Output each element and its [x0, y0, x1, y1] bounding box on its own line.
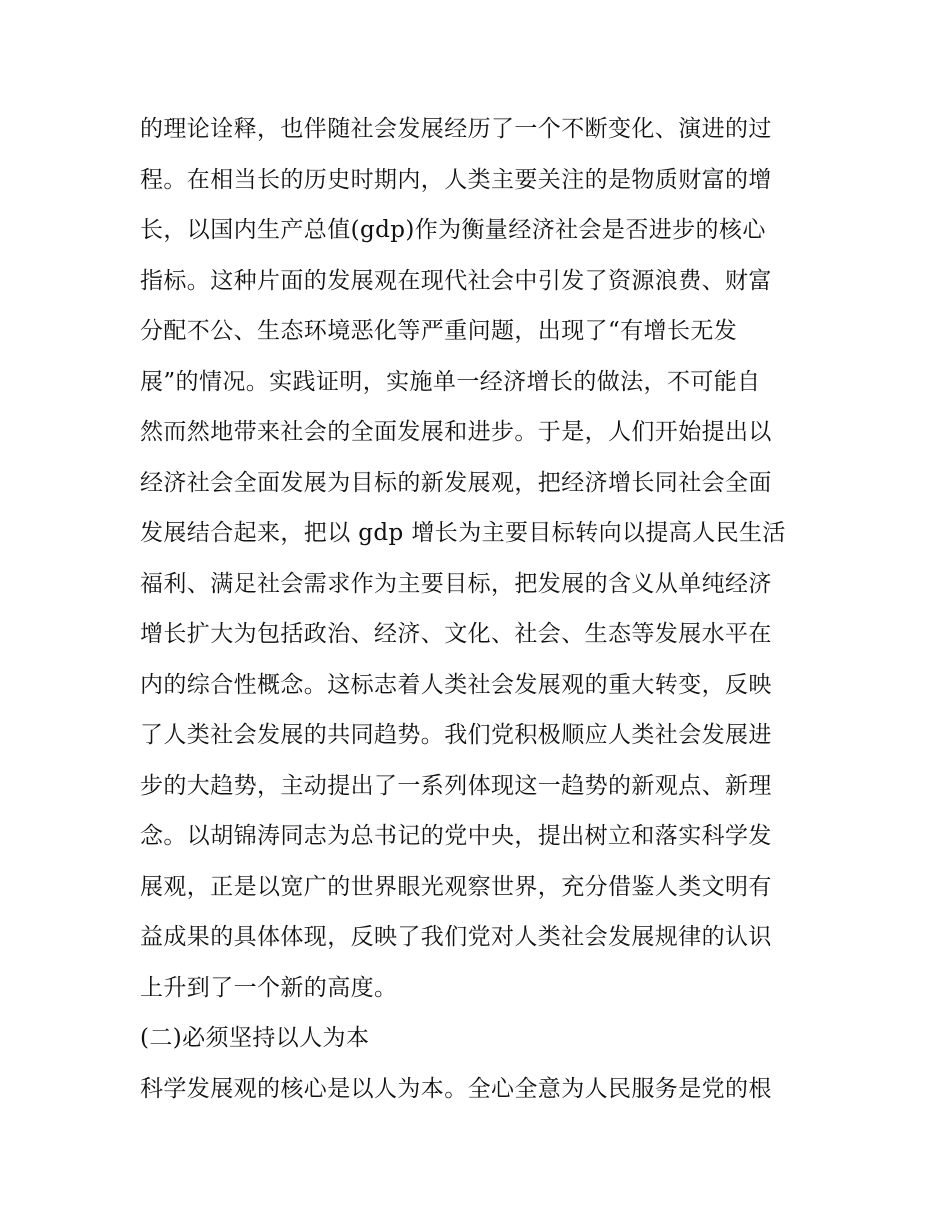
body-text	[140, 104, 820, 1114]
text-line: 上升到了一个新的高度。	[140, 974, 398, 1001]
text-line: 的理论诠释，也伴随社会发展经历了一个不断变化、演进的过	[140, 116, 772, 142]
text-line: 步的大趋势，主动提出了一系列体现这一趋势的新观点、新理	[140, 772, 772, 799]
text-line: 分配不公、生态环境恶化等严重问题，出现了“有增长无发	[140, 318, 738, 344]
text-line: 然而然地带来社会的全面发展和进步。于是，人们开始提出以	[140, 419, 772, 445]
text-line: 念。以胡锦涛同志为总书记的党中央，提出树立和落实科学发	[140, 823, 772, 849]
section-heading: (二)必须坚持以人为本	[140, 1025, 370, 1051]
text-line: 经济社会全面发展为目标的新发展观，把经济增长同社会全面	[140, 469, 772, 496]
text-line: 了人类社会发展的共同趋势。我们党积极顺应人类社会发展进	[140, 722, 772, 748]
text-line: 程。在相当长的历史时期内，人类主要关注的是物质财富的增	[140, 166, 772, 193]
text-line: 展”的情况。实践证明，实施单一经济增长的做法，不可能自	[140, 368, 761, 395]
text-line: 指标。这种片面的发展观在现代社会中引发了资源浪费、财富	[140, 267, 772, 294]
text-line: 发展结合起来，把以 gdp 增长为主要目标转向以提高人民生活	[140, 520, 786, 546]
text-line: 展观，正是以宽广的世界眼光观察世界，充分借鉴人类文明有	[140, 873, 772, 900]
text-line: 福利、满足社会需求作为主要目标，把发展的含义从单纯经济	[140, 570, 772, 597]
text-line: 内的综合性概念。这标志着人类社会发展观的重大转变，反映	[140, 671, 772, 698]
text-line: 科学发展观的核心是以人为本。全心全意为人民服务是党的根	[140, 1075, 772, 1102]
text-line: 益成果的具体体现，反映了我们党对人类社会发展规律的认识	[140, 924, 772, 950]
text-line: 增长扩大为包括政治、经济、文化、社会、生态等发展水平在	[140, 621, 772, 647]
text-line: 长，以国内生产总值(gdp)作为衡量经济社会是否进步的核心	[140, 217, 766, 243]
